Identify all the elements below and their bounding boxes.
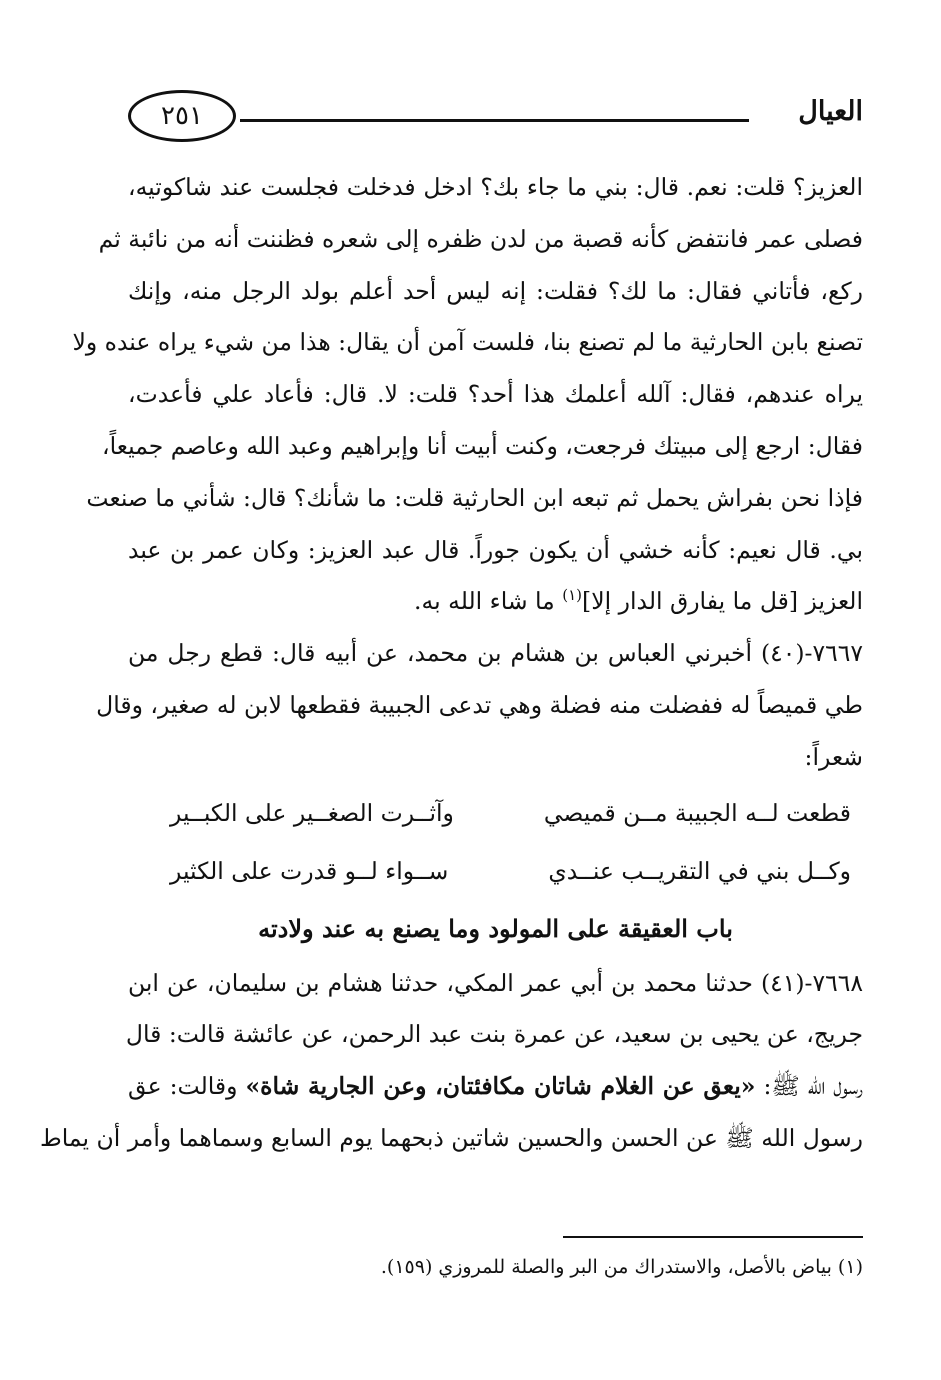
footnote-reference: (١) (562, 586, 583, 605)
text-line: تصنع بابن الحارثية ما لم تصنع بنا، فلست آمن أن يقال: هذا من شيء يراه عنده ولا (72, 328, 863, 357)
text-line: فقال: ارجع إلى مبيتك فرجعت، وكنت أبيت أنا وإبراهيم وعبد الله وعاصم جميعاً، (102, 431, 863, 460)
text-span: وقالت: عق (128, 1072, 246, 1101)
text-line: شعراً: (804, 742, 863, 771)
text-line: ٧٦٦٨-(٤١) حدثنا محمد بن أبي عمر المكي، حدثنا هشام بن سليمان، عن ابن (128, 968, 863, 997)
footnote-separator (563, 1236, 863, 1238)
verse-first-hemistich: قطعت لــه الجبيبة مــن قميصي (543, 798, 851, 827)
verse-first-hemistich: وكــل بني في التقريــب عنــدي (548, 856, 851, 885)
text-line: ٧٦٦٧-(٤٠) أخبرني العباس بن هشام بن محمد، عن أبيه قال: قطع رجل من (128, 639, 863, 668)
text-line: بي. قال نعيم: كأنه خشي أن يكون جوراً. قال عبد العزيز: وكان عمر بن عبد (128, 535, 863, 564)
poem-verse (128, 784, 863, 842)
text-line: ركع، فأتاني فقال: ما لك؟ فقلت: إنه ليس أحد أعلم بولد الرجل منه، وإنك (128, 276, 864, 305)
page-header (128, 88, 863, 152)
text-span: رسول الله ﷺ: (755, 1072, 863, 1101)
chapter-title: باب العقيقة على المولود وما يصنع به عند ولادته (258, 913, 733, 943)
text-line (128, 1061, 863, 1113)
paragraph-7668 (40, 958, 863, 1165)
running-title: العيال (798, 96, 863, 127)
poem-verse (128, 842, 863, 900)
text-span: ما شاء الله به. (414, 587, 563, 616)
header-rule (240, 119, 749, 122)
text-span: العزيز [قل ما يفارق الدار إلا] (582, 587, 863, 616)
page-number: ٢٥١ (161, 101, 203, 131)
poem (128, 784, 863, 900)
page-body (40, 162, 864, 1165)
page-number-badge (128, 90, 236, 142)
text-line: فصلى عمر فانتفض كأنه قصبة من لدن ظفره إلى شعره فظننت أنه من نائبة ثم (98, 224, 863, 253)
verse-second-hemistich: وآثــرت الصغــير على الكبــير (170, 798, 454, 827)
text-line: فإذا نحن بفراش يحمل ثم تبعه ابن الحارثية قلت: ما شأنك؟ قال: شأني ما صنعت (86, 483, 863, 512)
paragraph-7667 (96, 628, 863, 783)
hadith-quote: «يعق عن الغلام شاتان مكافئتان، وعن الجارية شاة» (245, 1072, 756, 1101)
footnote: (١) بياض بالأصل، والاستدراك من البر والصلة للمروزي (١٥٩). (380, 1256, 863, 1278)
verse-second-hemistich: ســواء لــو قدرت على الكثير (170, 856, 449, 885)
text-line: العزيز؟ قلت: نعم. قال: بني ما جاء بك؟ ادخل فدخلت فجلست عند شاكوتيه، (128, 173, 863, 201)
paragraph-narration (72, 162, 864, 628)
text-line: رسول الله ﷺ عن الحسن والحسين شاتين ذبحهما يوم السابع وسماهما وأمر أن يماط (40, 1123, 863, 1152)
text-line: طي قميصاً له ففضلت منه فضلة وهي تدعى الجبيبة فقطعها لابن له صغير، وقال (96, 690, 863, 719)
text-line: جريج، عن يحيى بن سعيد، عن عمرة بنت عبد الرحمن، عن عائشة قالت: قال (125, 1020, 863, 1049)
text-line (128, 576, 863, 628)
text-line: يراه عندهم، فقال: آلله أعلمك هذا أحد؟ قلت: لا. قال: فأعاد علي فأعدت، (128, 380, 863, 409)
